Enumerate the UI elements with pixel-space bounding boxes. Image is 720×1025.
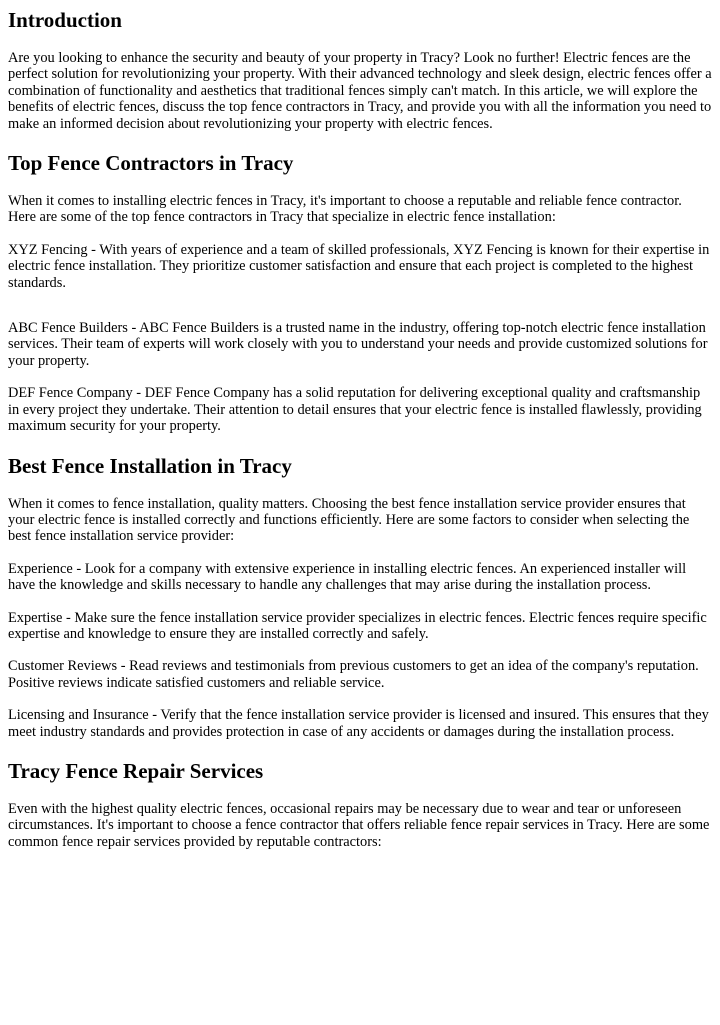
paragraph: ABC Fence Builders - ABC Fence Builders is a trusted name in the industry, offering top-notch electric fence installation services. Their team of experts will work closely with you to understand your needs and provide customized solutions for your property. [8, 320, 708, 369]
paragraph: Experience - Look for a company with extensive experience in installing electric fences. An experienced installer will have the knowledge and skills necessary to handle any challenges that may arise during the installation process. [8, 560, 687, 594]
paragraph: XYZ Fencing - With years of experience and a team of skilled professionals, XYZ Fencing is known for their expertise in electric fence installation. They prioritize customer satisfaction and ensure that each project is completed to the highest standards. [8, 241, 710, 291]
paragraph: Even with the highest quality electric fences, occasional repairs may be necessary due to wear and tear or unforeseen circumstances. It's important to choose a fence contractor that offers reliable fence repair services in Tracy. Here are some common fence repair services provided by reputable contractors: [8, 800, 710, 850]
section-heading: Tracy Fence Repair Services [8, 758, 264, 783]
paragraph: Expertise - Make sure the fence installation service provider specializes in electric fences. Electric fences require specific expertise and knowledge to ensure they are installed correctly and safely. [8, 609, 707, 642]
section-heading: Introduction [8, 8, 122, 32]
section-top-contractors [8, 150, 713, 434]
section-best-installation [8, 453, 713, 740]
section-heading: Top Fence Contractors in Tracy [8, 151, 294, 176]
paragraph: When it comes to installing electric fences in Tracy, it's important to choose a reputable and reliable fence contractor. Here are some of the top fence contractors in Tracy that specialize in electric fence installation: [8, 193, 682, 226]
paragraph: Customer Reviews - Read reviews and testimonials from previous customers to get an idea of the company's reputation. Positive reviews indicate satisfied customers and reliable service. [8, 658, 699, 691]
section-repair-services [8, 758, 713, 850]
section-introduction [8, 7, 713, 132]
paragraph: Licensing and Insurance - Verify that the fence installation service provider is licensed and insured. This ensures that they meet industry standards and provides protection in case of any accidents or damages during the installation process. [8, 707, 709, 740]
paragraph: DEF Fence Company - DEF Fence Company has a solid reputation for delivering exceptional quality and craftsmanship in every project they undertake. Their attention to detail ensures that your electric fence is installed flawlessly, providing maximum security for your property. [8, 385, 702, 435]
section-heading: Best Fence Installation in Tracy [8, 453, 292, 478]
paragraph: When it comes to fence installation, quality matters. Choosing the best fence installation service provider ensures that your electric fence is installed correctly and functions efficiently. Here are some factors to consider when selecting the best fence installation service provider: [8, 495, 690, 545]
article [0, 7, 720, 850]
paragraph: Are you looking to enhance the security and beauty of your property in Tracy? Look no further! Electric fences are the perfect solution for revolutionizing your property. With their advanced technology and sleek design, electric fences offer a combination of functionality and aesthetics that traditional fences simply can't match. In this article, we will explore the benefits of electric fences, discuss the top fence contractors in Tracy, and provide you with all the information you need to make an informed decision about revolutionizing your property with electric fences. [8, 50, 712, 132]
